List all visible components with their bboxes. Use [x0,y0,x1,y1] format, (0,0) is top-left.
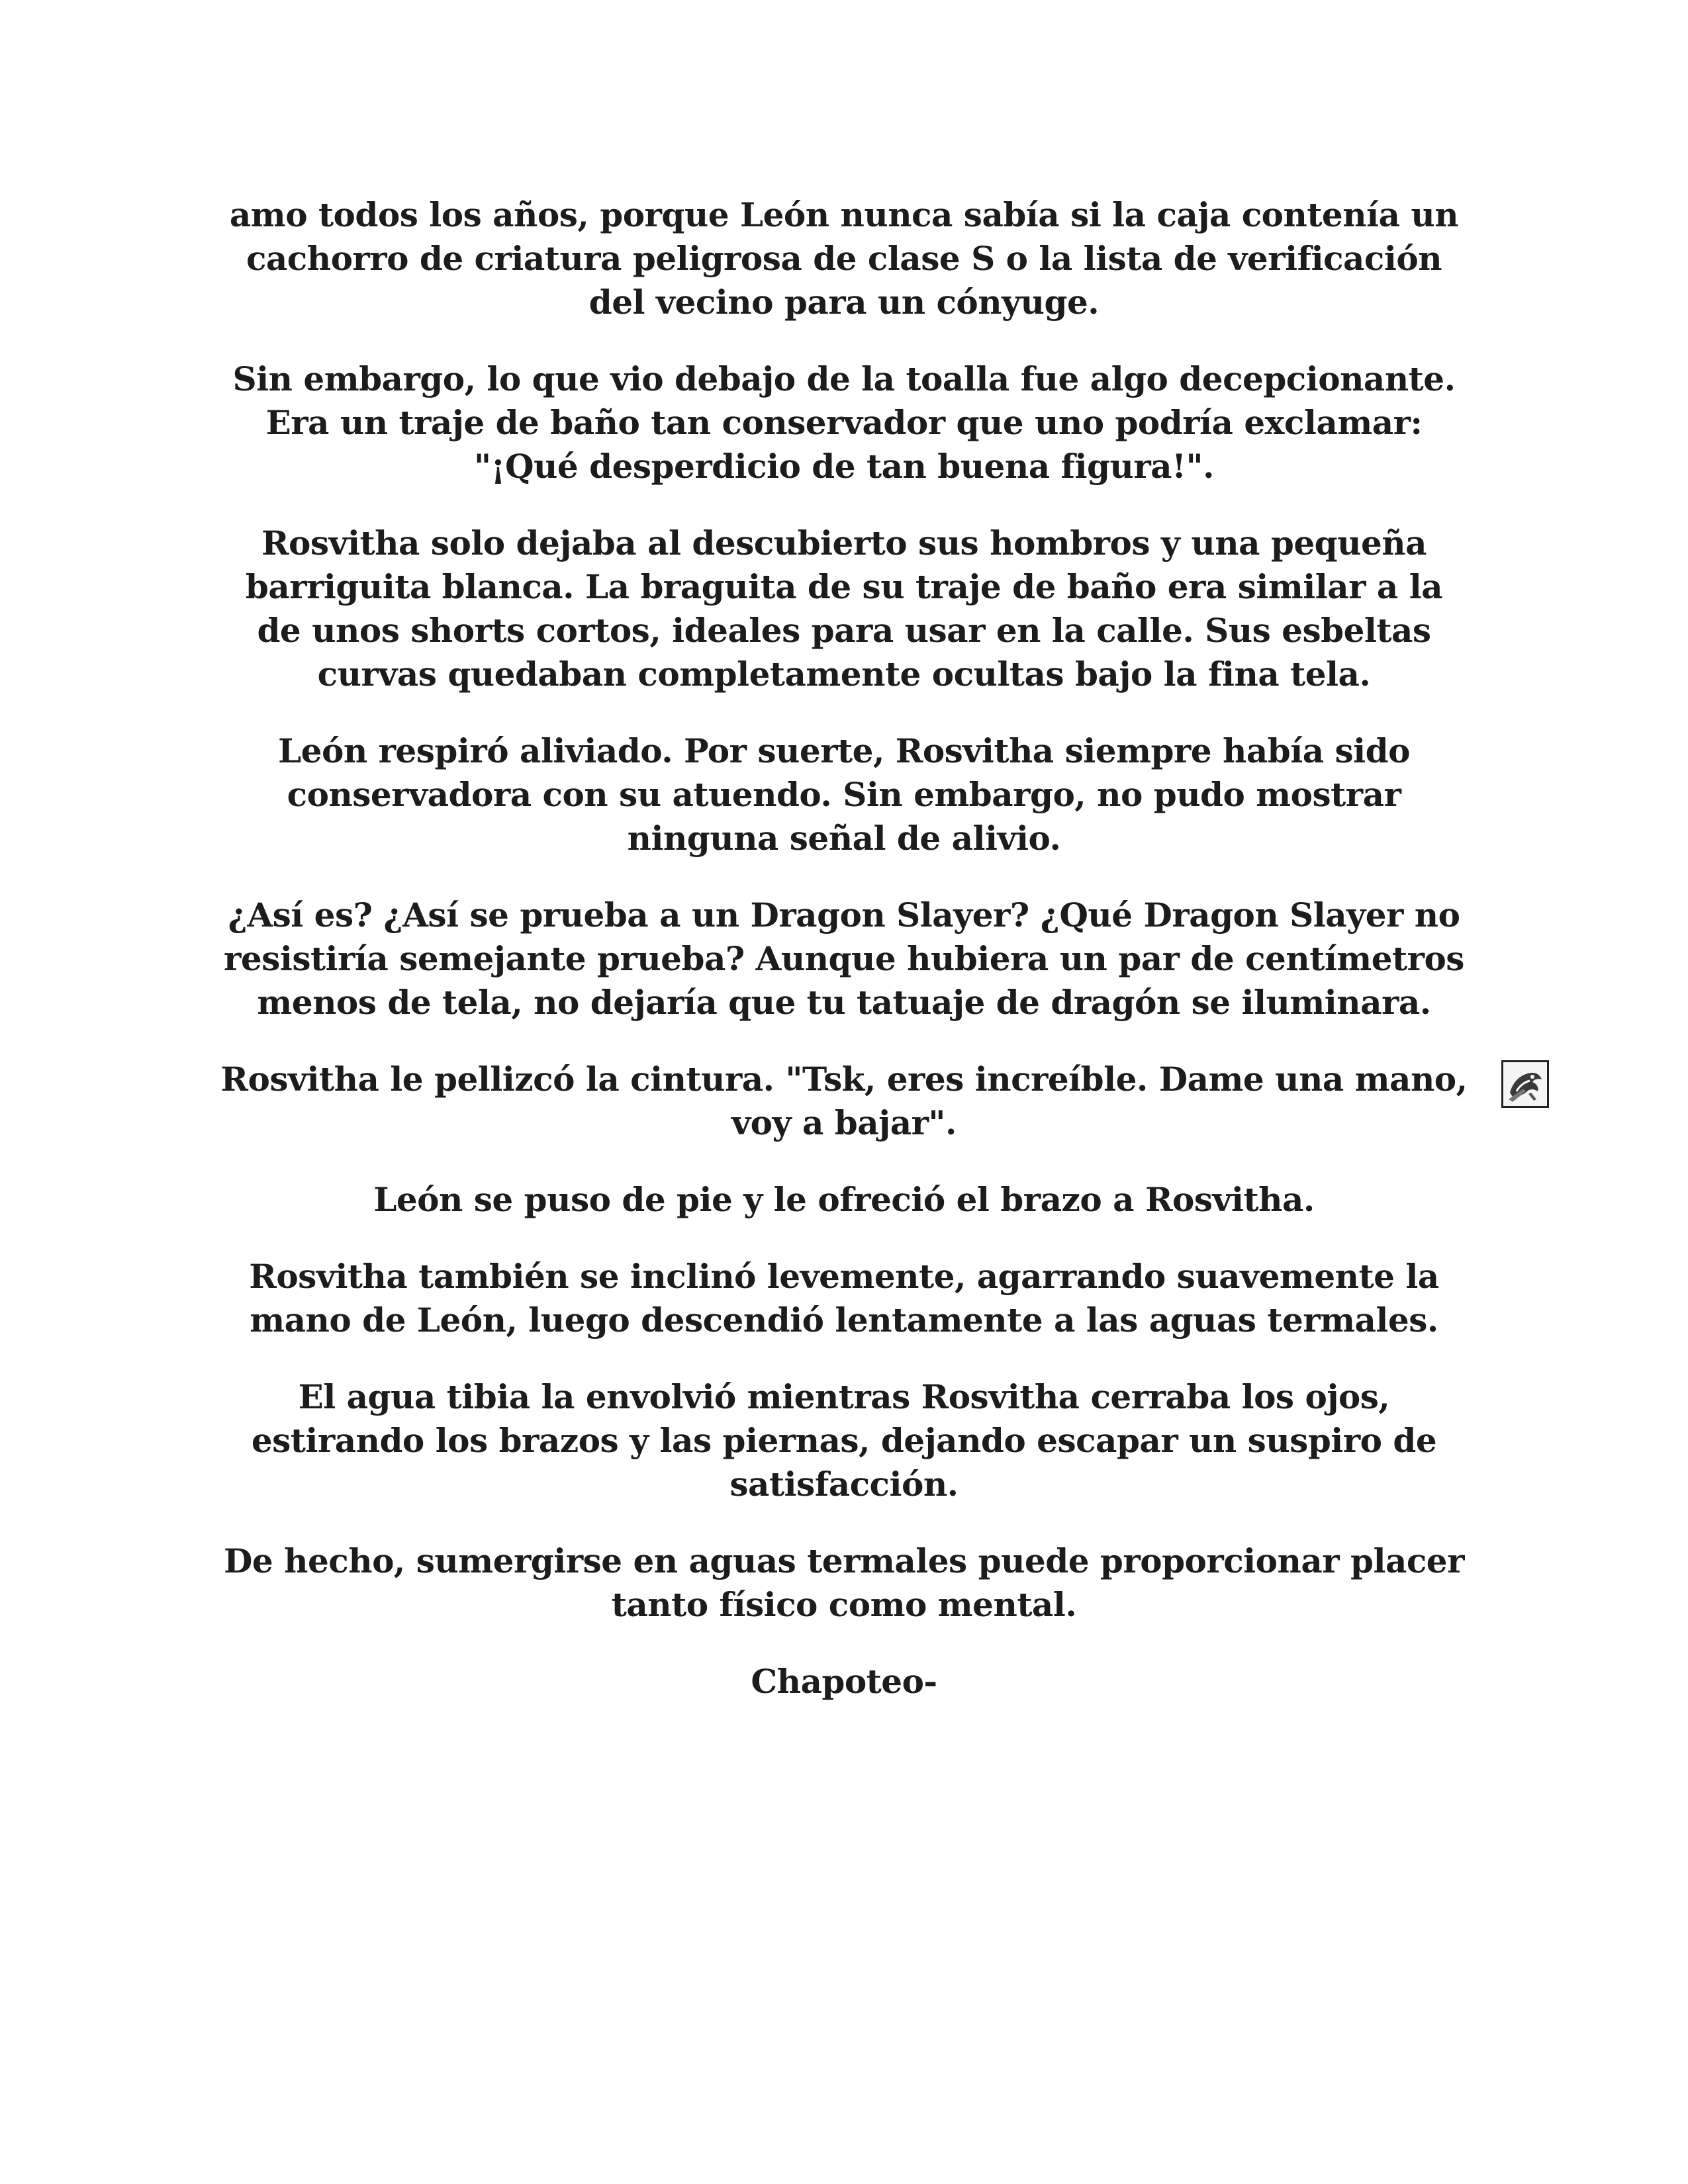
paragraph-10: De hecho, sumergirse en aguas termales puede proporcionar placer tanto físico como mental. [224,1541,1464,1624]
paragraph-6: Rosvitha le pellizcó la cintura. "Tsk, eres increíble. Dame una mano, voy a bajar". [220,1060,1468,1142]
paragraph-1: amo todos los años, porque León nunca sabía si la caja contenía un cachorro de criatura peligrosa de clase S o la lista de verificación del vecino para un cónyuge. [229,195,1459,322]
dragon-head-icon [1501,1060,1549,1108]
paragraph-7: León se puso de pie y le ofreció el brazo a Rosvitha. [373,1180,1315,1219]
paragraph-8: Rosvitha también se inclinó levemente, agarrando suavemente la mano de León, luego descendió lentamente a las aguas termales. [249,1257,1439,1340]
paragraph-2: Sin embargo, lo que vio debajo de la toalla fue algo decepcionante. Era un traje de baño tan conservador que uno podría exclamar: "¡Qué desperdicio de tan buena figura!". [232,359,1456,486]
document-body [218,193,1470,1737]
paragraph-5: ¿Así es? ¿Así se prueba a un Dragon Slayer? ¿Qué Dragon Slayer no resistiría semejante prueba? Aunque hubiera un par de centímetros menos de tela, no dejaría que tu tatuaje de dragón se iluminara. [224,895,1464,1022]
paragraph-3: Rosvitha solo dejaba al descubierto sus hombros y una pequeña barriguita blanca. La braguita de su traje de baño era similar a la de unos shorts cortos, ideales para usar en la calle. Sus esbeltas curvas quedaban completamente ocultas bajo la fina tela. [245,523,1443,694]
paragraph-4: León respiró aliviado. Por suerte, Rosvitha siempre había sido conservadora con su atuendo. Sin embargo, no pudo mostrar ninguna señal de alivio. [278,731,1410,858]
dragon-head-graphic [1503,1062,1547,1106]
paragraph-11: Chapoteo- [751,1662,937,1701]
paragraph-9: El agua tibia la envolvió mientras Rosvitha cerraba los ojos, estirando los brazos y las piernas, dejando escapar un suspiro de satisfacción. [251,1377,1437,1504]
